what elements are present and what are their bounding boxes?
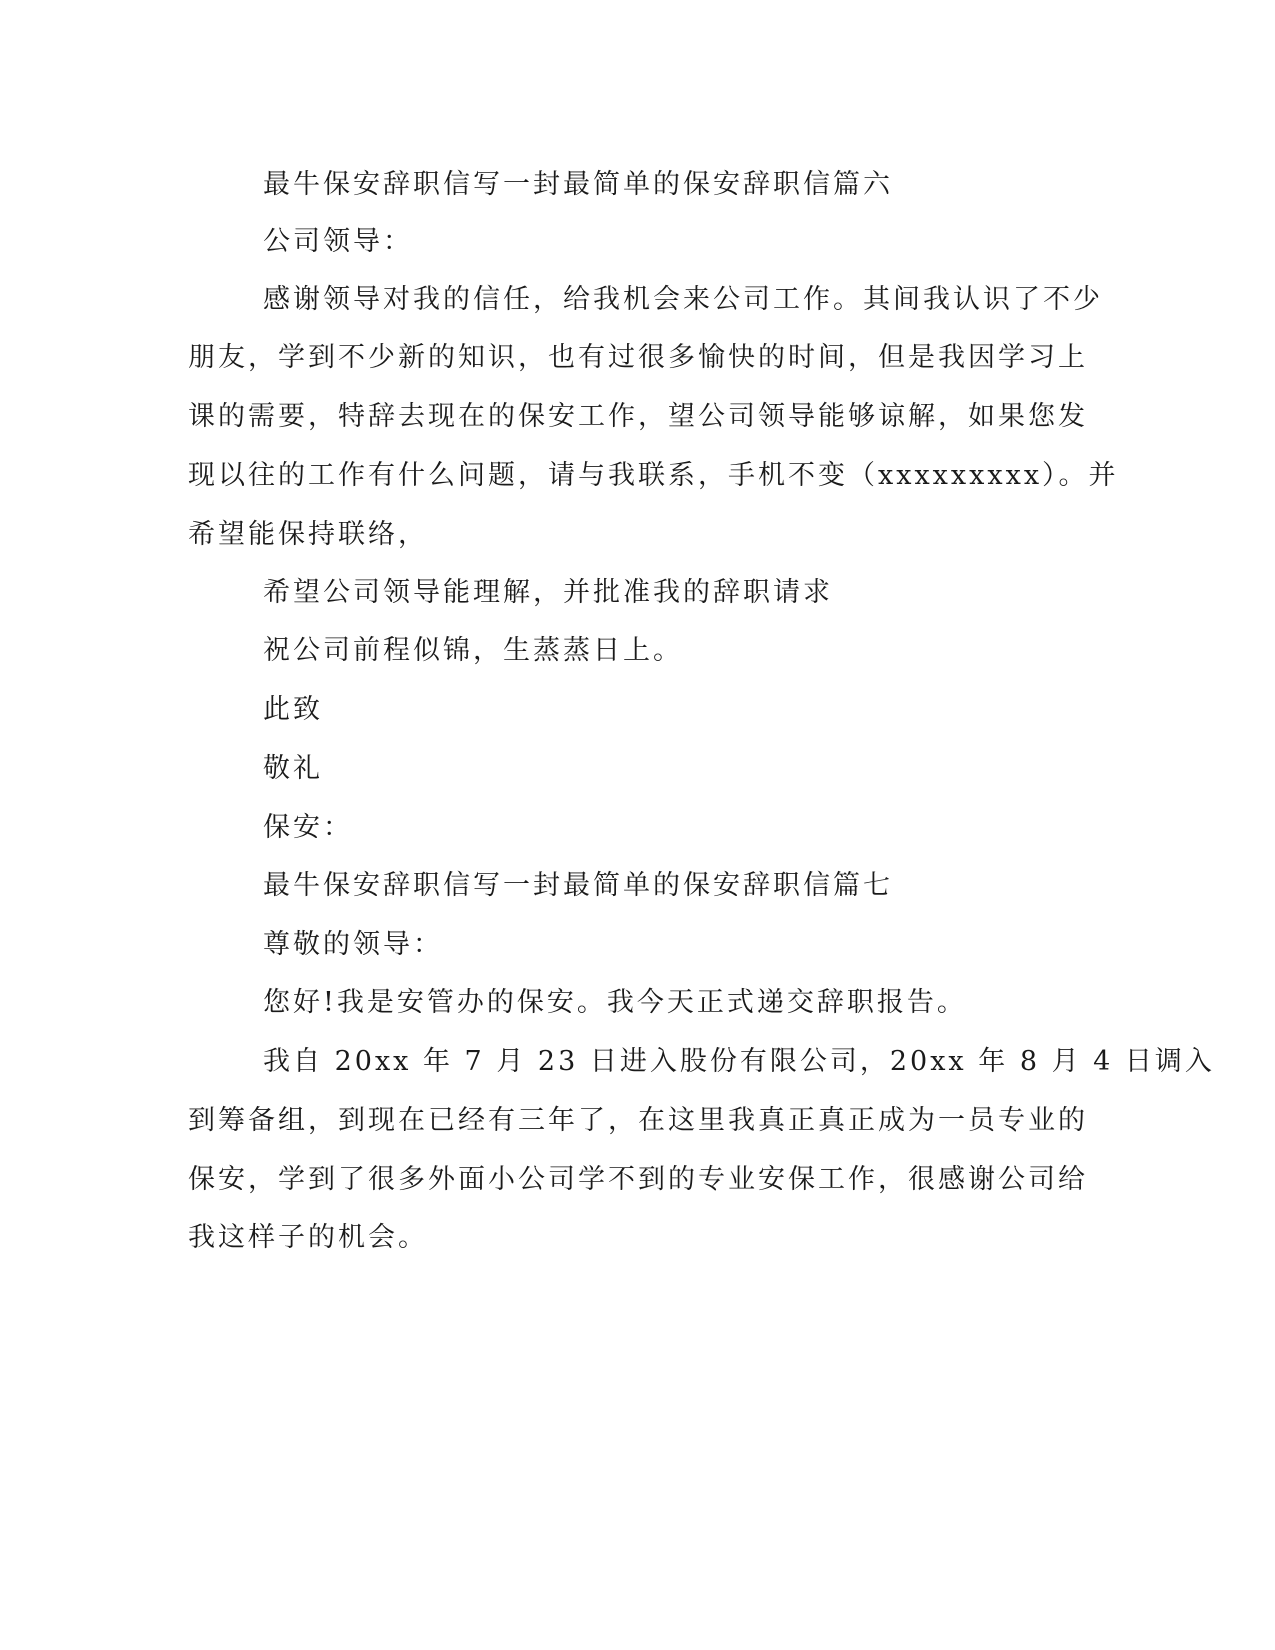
body-line: 现以往的工作有什么问题，请与我联系，手机不变（xxxxxxxxx）。并 xyxy=(188,460,1119,491)
body-line: 希望公司领导能理解，并批准我的辞职请求 xyxy=(263,577,833,608)
salutation: 尊敬的领导： xyxy=(263,929,443,960)
body-line: 课的需要，特辞去现在的保安工作，望公司领导能够谅解，如果您发 xyxy=(188,401,1088,432)
closing-line: 敬礼 xyxy=(263,753,323,784)
body-line: 到筹备组，到现在已经有三年了，在这里我真正真正成为一员专业的 xyxy=(188,1105,1088,1136)
body-line: 保安，学到了很多外面小公司学不到的专业安保工作，很感谢公司给 xyxy=(188,1164,1088,1195)
body-line: 您好!我是安管办的保安。我今天正式递交辞职报告。 xyxy=(263,987,967,1018)
signature-line: 保安： xyxy=(263,812,353,843)
section-heading-6: 最牛保安辞职信写一封最简单的保安辞职信篇六 xyxy=(263,169,893,200)
body-line: 希望能保持联络， xyxy=(188,519,428,550)
body-line: 我自 20xx 年 7 月 23 日进入股份有限公司，20xx 年 8 月 4 日调入 xyxy=(263,1046,1215,1077)
section-heading-7: 最牛保安辞职信写一封最简单的保安辞职信篇七 xyxy=(263,870,893,901)
closing-line: 此致 xyxy=(263,694,323,725)
salutation: 公司领导： xyxy=(263,226,413,257)
body-line: 朋友，学到不少新的知识，也有过很多愉快的时间，但是我因学习上 xyxy=(188,342,1088,373)
closing-wish: 祝公司前程似锦，生蒸蒸日上。 xyxy=(263,635,683,666)
body-line: 感谢领导对我的信任，给我机会来公司工作。其间我认识了不少 xyxy=(263,284,1103,315)
body-line: 我这样子的机会。 xyxy=(188,1222,428,1253)
